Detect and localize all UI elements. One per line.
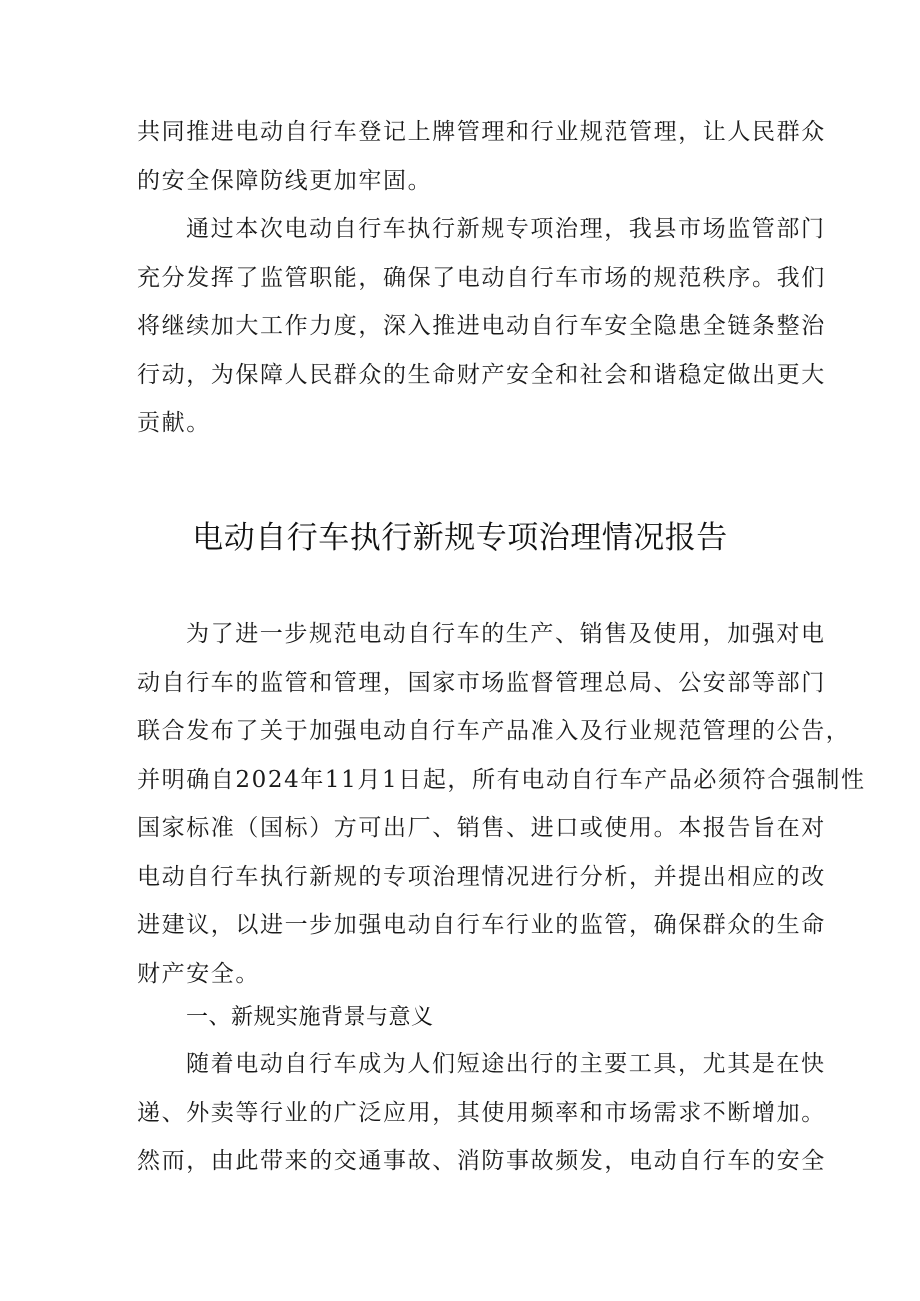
intro-paragraph bbox=[137, 610, 866, 998]
paragraph-line: 电动自行车执行新规的专项治理情况进行分析，并提出相应的改 bbox=[137, 863, 826, 890]
paragraph-line: 的安全保障防线更加牢固。 bbox=[137, 167, 433, 194]
paragraph-line: 行动，为保障人民群众的生命财产安全和社会和谐稳定做出更大 bbox=[137, 361, 826, 388]
paragraph-line: 贡献。 bbox=[137, 410, 211, 436]
paragraph-line: 财产安全。 bbox=[137, 960, 260, 987]
section-heading: 一、新规实施背景与意义 bbox=[186, 1005, 434, 1030]
paragraph-line: 并明确自2024年11月1日起，所有电动自行车产品必须符合强制性 bbox=[137, 766, 866, 793]
paragraph-line: 为了进一步规范电动自行车的生产、销售及使用，加强对电 bbox=[186, 621, 826, 647]
conclusion-paragraph bbox=[137, 205, 826, 448]
section1-paragraph bbox=[137, 1040, 826, 1186]
paragraph-line: 随着电动自行车成为人们短途出行的主要工具，尤其是在快 bbox=[186, 1051, 826, 1077]
paragraph-line: 将继续加大工作力度，深入推进电动自行车安全隐患全链条整治 bbox=[137, 313, 826, 339]
paragraph-line: 共同推进电动自行车登记上牌管理和行业规范管理，让人民群众 bbox=[137, 119, 826, 145]
report-title: 电动自行车执行新规专项治理情况报告 bbox=[192, 520, 728, 556]
paragraph-line: 充分发挥了监管职能，确保了电动自行车市场的规范秩序。我们 bbox=[137, 264, 826, 291]
paragraph-line: 然而，由此带来的交通事故、消防事故频发，电动自行车的安全 bbox=[137, 1148, 826, 1174]
paragraph-line: 通过本次电动自行车执行新规专项治理，我县市场监管部门 bbox=[186, 216, 826, 242]
paragraph-line: 递、外卖等行业的广泛应用，其使用频率和市场需求不断增加。 bbox=[137, 1099, 826, 1126]
continuation-paragraph bbox=[137, 108, 826, 205]
paragraph-line: 国家标准（国标）方可出厂、销售、进口或使用。本报告旨在对 bbox=[137, 815, 826, 841]
paragraph-line: 进建议，以进一步加强电动自行车行业的监管，确保群众的生命 bbox=[137, 912, 826, 938]
paragraph-line: 联合发布了关于加强电动自行车产品准入及行业规范管理的公告， bbox=[137, 718, 851, 744]
paragraph-line: 动自行车的监管和管理，国家市场监督管理总局、公安部等部门 bbox=[137, 669, 826, 696]
